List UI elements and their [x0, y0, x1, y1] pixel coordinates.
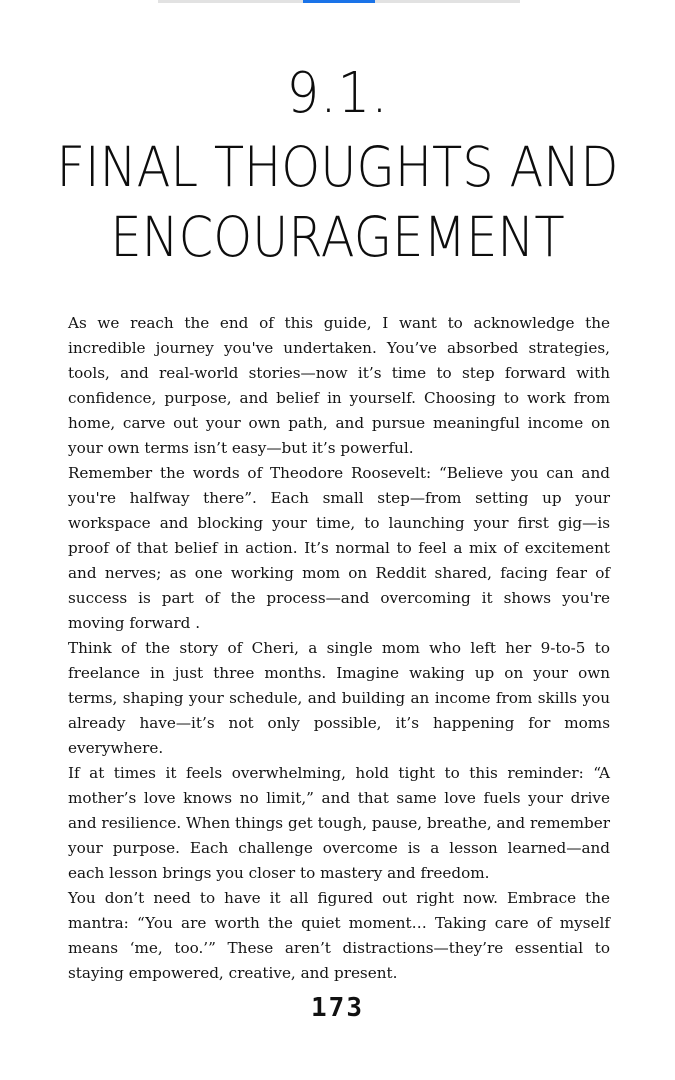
chapter-number: 9.1.	[286, 61, 389, 126]
body-text	[68, 311, 610, 986]
reading-progress-bar[interactable]	[158, 0, 520, 3]
reading-progress-fill	[303, 0, 375, 3]
chapter-heading	[0, 62, 675, 272]
chapter-title: FINAL THOUGHTS AND ENCOURAGEMENT	[56, 135, 619, 269]
paragraph: Think of the story of Cheri, a single mom who left her 9-to-5 to freelance in just three months. Imagine waking up on your own terms, shaping your schedule, and building an income from skills you already have—it’s not only possible, it’s happening for moms everywhere.	[68, 639, 610, 757]
paragraph: If at times it feels overwhelming, hold tight to this reminder: “A mother’s love knows no limit,” and that same love fuels your drive and resilience. When things get tough, pause, breathe, and remember your purpose. Each challenge overcome is a lesson learned—and each lesson brings you closer to mastery and freedom.	[68, 764, 610, 882]
page-number: 173	[311, 993, 364, 1023]
paragraph: You don’t need to have it all figured out right now. Embrace the mantra: “You are worth the quiet moment… Taking care of myself means ‘me, too.’” These aren’t distractions—they’re essential to staying empowered, creative, and present.	[68, 889, 610, 982]
paragraph: Remember the words of Theodore Roosevelt: “Believe you can and you're halfway there”. Each small step—from setting up your workspace and blocking your time, to launching your first gig—is proof of that belief in action. It’s normal to feel a mix of excitement and nerves; as one working mom on Reddit shared, facing fear of success is part of the process—and overcoming it shows you're moving forward .	[68, 464, 610, 632]
paragraph: As we reach the end of this guide, I want to acknowledge the incredible journey you've undertaken. You’ve absorbed strategies, tools, and real-world stories—now it’s time to step forward with confidence, purpose, and belief in yourself. Choosing to work from home, carve out your own path, and pursue meaningful income on your own terms isn’t easy—but it’s powerful.	[68, 314, 610, 457]
